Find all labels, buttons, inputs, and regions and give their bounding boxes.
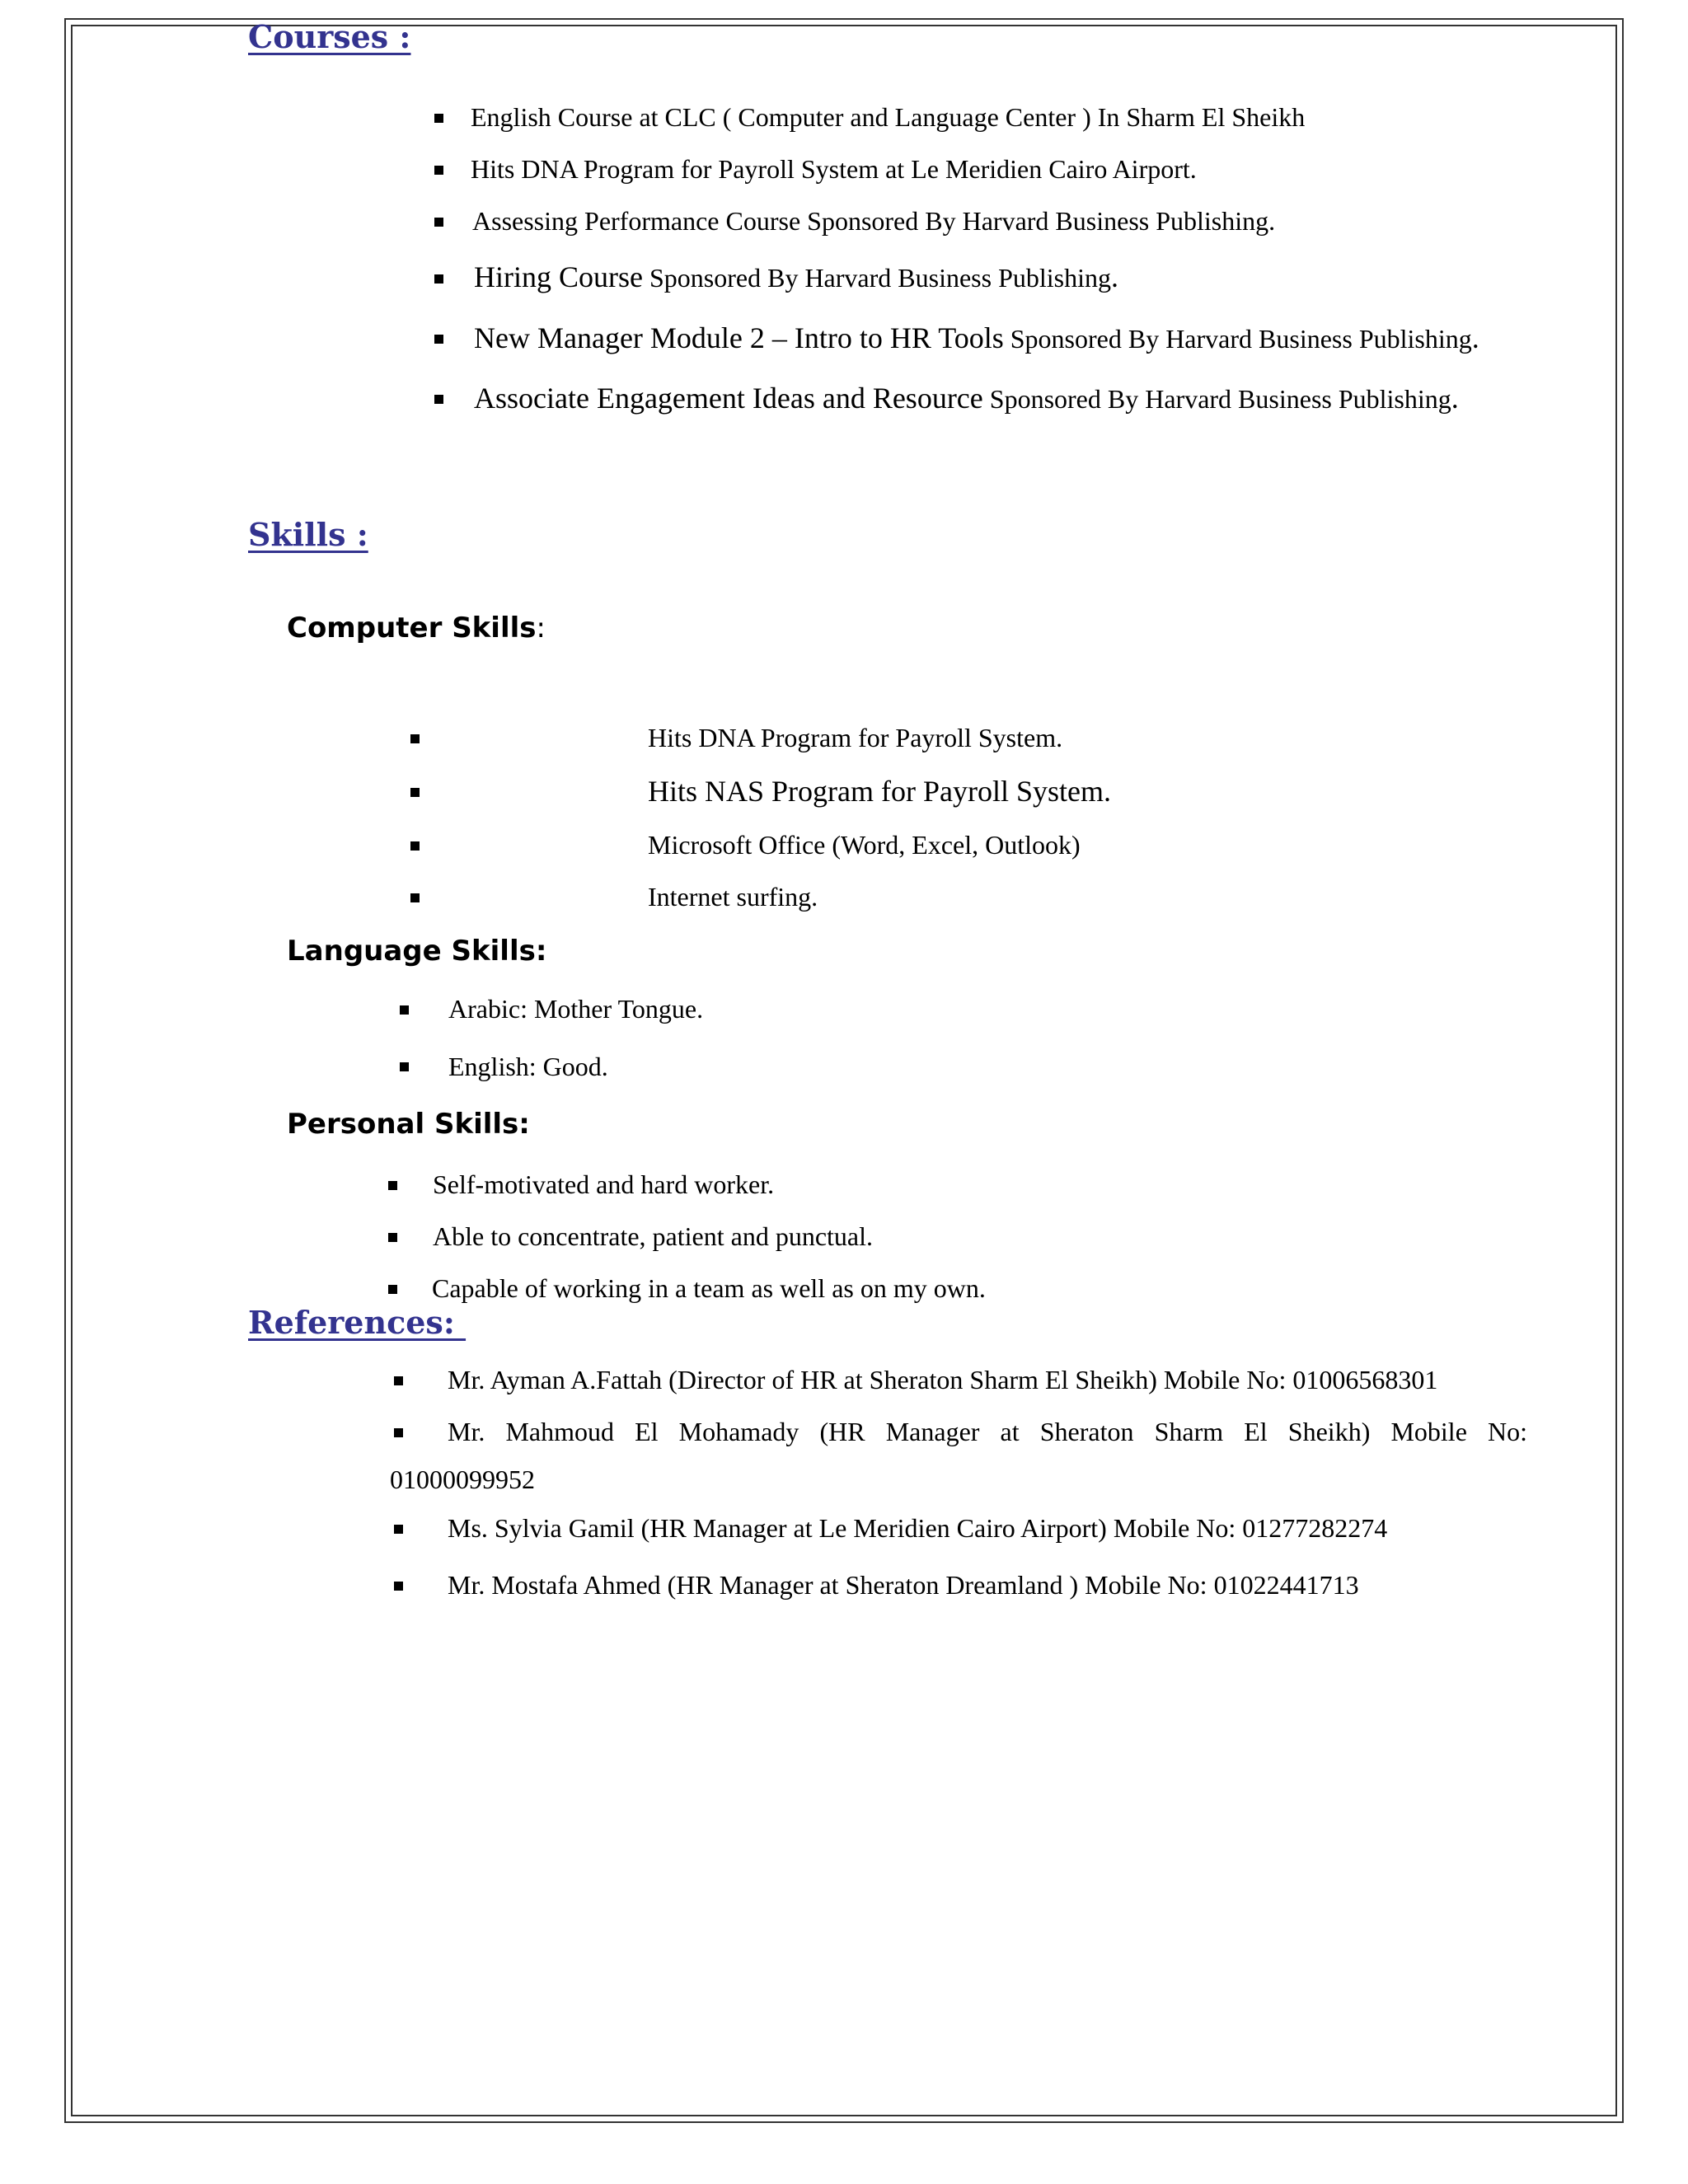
course-item-end: . [1471, 321, 1479, 354]
bullet-icon [394, 1428, 403, 1437]
personal-skill-text: Capable of working in a team as well as on my own. [432, 1273, 986, 1303]
bullet-icon [434, 335, 443, 344]
course-item-lead: New Manager Module 2 – Intro to HR Tools [474, 321, 1004, 354]
personal-skill-text: Able to concentrate, patient and punctual. [433, 1221, 874, 1251]
personal-skill-text: Self-motivated and hard worker. [433, 1169, 775, 1199]
personal-skills-heading: Personal Skills: [287, 1108, 530, 1141]
reference-text-continued: 01000099952 [390, 1465, 535, 1494]
computer-skills-colon: : [536, 612, 546, 644]
course-item-text [474, 381, 1459, 415]
references-heading: References: [248, 1304, 467, 1341]
course-item-rest: Sponsored By Harvard Business Publishing [982, 384, 1451, 414]
computer-skills-label: Computer Skills [287, 612, 537, 644]
course-item-text: English Course at CLC ( Computer and Language Center ) In Sharm El Sheikh [471, 102, 1306, 132]
language-skills-heading: Language Skills: [287, 935, 547, 968]
reference-text: Ms. Sylvia Gamil (HR Manager at Le Meridien Cairo Airport) Mobile No: 01277282274 [448, 1513, 1388, 1543]
bullet-icon [394, 1525, 403, 1534]
course-item-text [474, 260, 1118, 294]
bullet-icon [410, 788, 420, 797]
bullet-icon [434, 395, 443, 404]
bullet-icon [410, 734, 420, 743]
computer-skill-text: Hits NAS Program for Payroll System. [648, 775, 1111, 808]
reference-text: Mr. Mostafa Ahmed (HR Manager at Sheraton Dreamland ) Mobile No: 01022441713 [448, 1570, 1359, 1600]
skills-heading: Skills : [248, 516, 368, 553]
bullet-icon [434, 114, 443, 123]
course-item-text: Hits DNA Program for Payroll System at Le Meridien Cairo Airport. [471, 154, 1197, 184]
course-item-lead: Associate Engagement Ideas and Resource [474, 382, 983, 415]
bullet-icon [388, 1181, 397, 1190]
reference-text: Mr. Ayman A.Fattah (Director of HR at Sheraton Sharm El Sheikh) Mobile No: 01006568301 [448, 1365, 1438, 1394]
bullet-icon [434, 218, 443, 227]
bullet-icon [434, 166, 443, 175]
course-item-text [474, 321, 1479, 355]
bullet-icon [400, 1062, 409, 1071]
computer-skill-text: Hits DNA Program for Payroll System. [648, 723, 1063, 752]
computer-skills-heading [287, 612, 546, 644]
language-skill-text: English: Good. [448, 1052, 608, 1081]
bullet-icon [394, 1376, 403, 1385]
bullet-icon [388, 1233, 397, 1242]
reference-text: Mr. Mahmoud El Mohamady (HR Manager at Sheraton Sharm El Sheikh) Mobile No: [448, 1417, 1527, 1446]
computer-skill-text: Microsoft Office (Word, Excel, Outlook) [648, 830, 1081, 860]
course-item-lead: Hiring Course [474, 260, 643, 293]
bullet-icon [388, 1285, 397, 1294]
course-item-rest: Sponsored By Harvard Business Publishing [1003, 324, 1472, 354]
bullet-icon [394, 1582, 403, 1591]
course-item-end: . [1451, 382, 1459, 415]
bullet-icon [434, 274, 443, 284]
language-skill-text: Arabic: Mother Tongue. [448, 994, 704, 1024]
computer-skill-text: Internet surfing. [648, 882, 818, 912]
courses-heading: Courses : [248, 18, 411, 55]
bullet-icon [400, 1005, 409, 1015]
bullet-icon [410, 841, 420, 851]
course-item-text: Assessing Performance Course Sponsored By Harvard Business Publishing. [472, 206, 1276, 236]
course-item-end: . [1110, 260, 1118, 293]
course-item-rest: Sponsored By Harvard Business Publishing [642, 263, 1111, 293]
bullet-icon [410, 893, 420, 902]
